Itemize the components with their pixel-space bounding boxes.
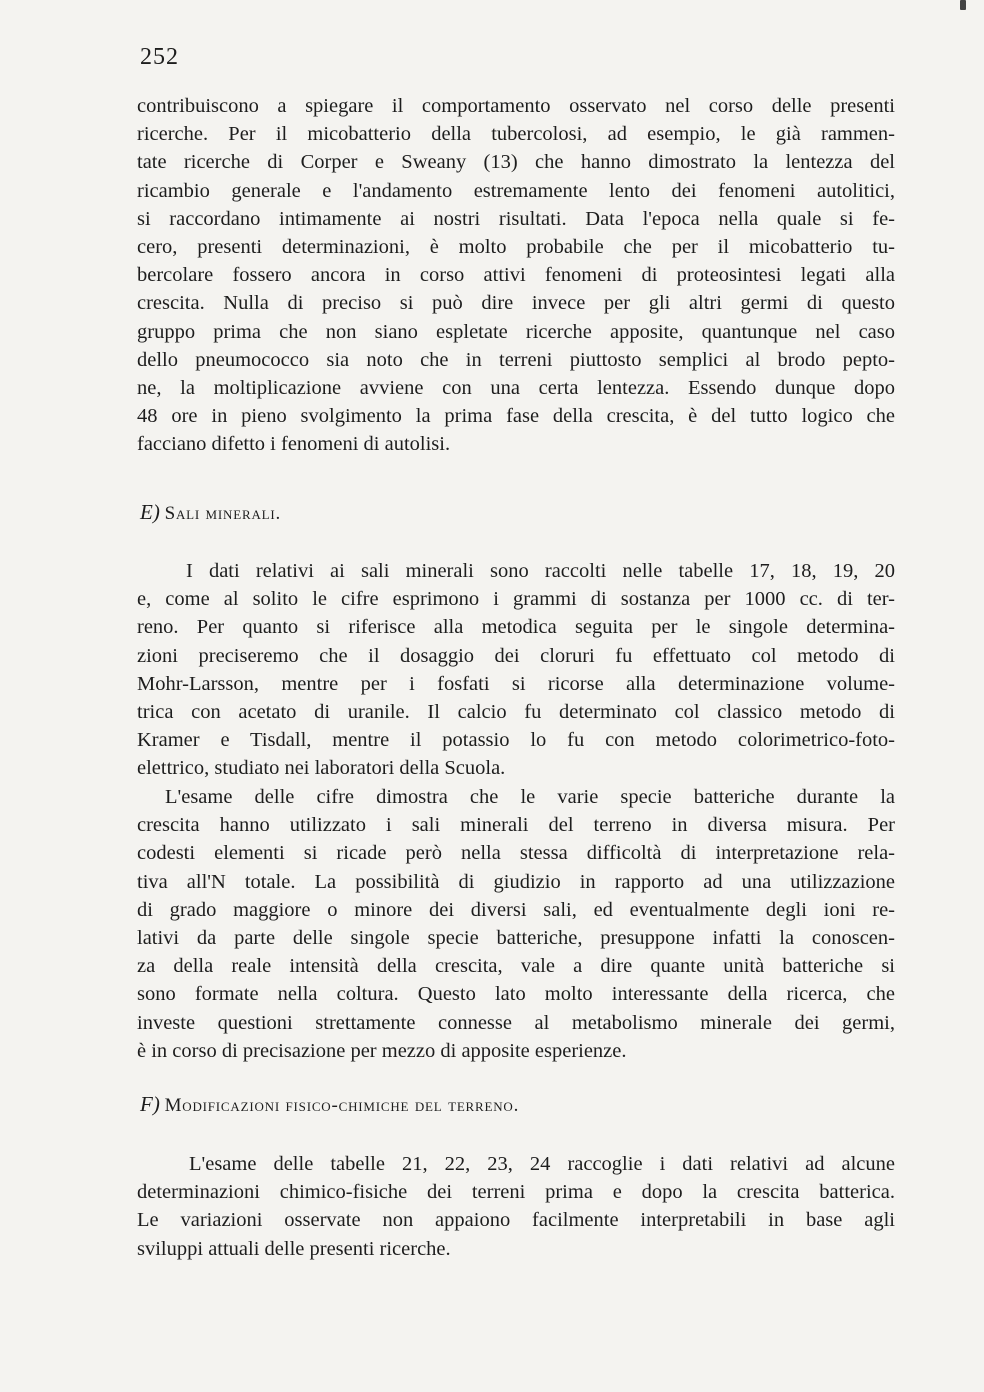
- text-line: reno. Per quanto si riferisce alla metodica seguita per le singole determina-: [137, 616, 895, 639]
- section-letter: E): [140, 500, 160, 524]
- text-line: trica con acetato di uranile. Il calcio fu determinato col classico metodo di: [137, 701, 895, 724]
- text-line: cero, presenti determinazioni, è molto probabile che per il micobatterio tu-: [137, 236, 895, 259]
- page-number: 252: [140, 44, 179, 70]
- text-line: ricambio generale e l'andamento estremamente lento dei fenomeni autolitici,: [137, 179, 895, 202]
- text-line: crescita hanno utilizzato i sali minerali del terreno in diversa misura. Per: [137, 814, 895, 837]
- text-line: investe questioni strettamente connesse al metabolismo minerale dei germi,: [137, 1011, 895, 1034]
- text-line: determinazioni chimico-fisiche dei terreni prima e dopo la crescita batterica.: [137, 1181, 895, 1204]
- paragraph-2: [137, 557, 895, 783]
- text-line: I dati relativi ai sali minerali sono raccolti nelle tabelle 17, 18, 19, 20: [186, 560, 895, 582]
- text-line: zioni preciseremo che il dosaggio dei cloruri fu effettuato col metodo di: [137, 644, 895, 667]
- text-line: lativi da parte delle singole specie batteriche, presuppone infatti la conoscen-: [137, 927, 895, 950]
- text-line: dello pneumococco sia noto che in terreni piuttosto semplici al brodo pepto-: [137, 348, 895, 371]
- paragraph-3: [137, 783, 895, 1065]
- section-title: Sali minerali.: [164, 503, 282, 524]
- section-letter: F): [140, 1092, 160, 1116]
- text-line: facciano difetto i fenomeni di autolisi.: [137, 433, 451, 456]
- text-line: Le variazioni osservate non appaiono facilmente interpretabili in base agli: [137, 1209, 895, 1232]
- text-line: contribuiscono a spiegare il comportamento osservato nel corso delle presenti: [137, 95, 895, 117]
- text-line: za della reale intensità della crescita, vale a dire quante unità batteriche si: [137, 955, 895, 978]
- text-line: Kramer e Tisdall, mentre il potassio lo fu con metodo colorimetrico-foto-: [137, 729, 895, 752]
- text-line: sono formate nella coltura. Questo lato molto interessante della ricerca, che: [137, 983, 895, 1006]
- text-line: si raccordano intimamente ai nostri risultati. Data l'epoca nella quale si fe-: [137, 207, 895, 230]
- text-line: 48 ore in pieno svolgimento la prima fase della crescita, è del tutto logico che: [137, 405, 895, 428]
- text-line: codesti elementi si ricade però nella stessa difficoltà di interpretazione rela-: [137, 842, 895, 865]
- paragraph-1: [137, 92, 895, 459]
- text-line: di grado maggiore o minore dei diversi sali, ed eventualmente degli ioni re-: [137, 898, 895, 921]
- paragraph-4: [137, 1150, 895, 1263]
- text-line: è in corso di precisazione per mezzo di apposite esperienze.: [137, 1039, 627, 1062]
- text-line: L'esame delle cifre dimostra che le varie specie batteriche durante la: [165, 786, 895, 808]
- text-line: gruppo prima che non siano espletate ricerche apposite, quantunque nel caso: [137, 320, 895, 343]
- text-line: ricerche. Per il micobatterio della tubercolosi, ad esempio, le già rammen-: [137, 123, 895, 146]
- text-line: L'esame delle tabelle 21, 22, 23, 24 raccoglie i dati relativi ad alcune: [189, 1153, 895, 1175]
- text-line: tiva all'N totale. La possibilità di giudizio in rapporto ad una utilizzazione: [137, 870, 895, 893]
- text-line: ne, la moltiplicazione avviene con una certa lentezza. Essendo dunque dopo: [137, 377, 895, 400]
- text-line: sviluppi attuali delle presenti ricerche.: [137, 1237, 451, 1260]
- text-line: tate ricerche di Corper e Sweany (13) che hanno dimostrato la lentezza del: [137, 151, 895, 174]
- text-line: Mohr-Larsson, mentre per i fosfati si ricorse alla determinazione volume-: [137, 672, 895, 695]
- scan-mark: [960, 0, 966, 10]
- text-line: bercolare fossero ancora in corso attivi fenomeni di proteosintesi legati alla: [137, 264, 895, 287]
- text-line: elettrico, studiato nei laboratori della Scuola.: [137, 757, 506, 780]
- section-title: Modificazioni fisico-chimiche del terreno.: [164, 1095, 520, 1116]
- text-line: e, come al solito le cifre esprimono i grammi di sostanza per 1000 cc. di ter-: [137, 588, 895, 611]
- section-heading-f: [140, 1092, 519, 1117]
- section-heading-e: [140, 500, 281, 525]
- text-line: crescita. Nulla di preciso si può dire invece per gli altri germi di questo: [137, 292, 895, 315]
